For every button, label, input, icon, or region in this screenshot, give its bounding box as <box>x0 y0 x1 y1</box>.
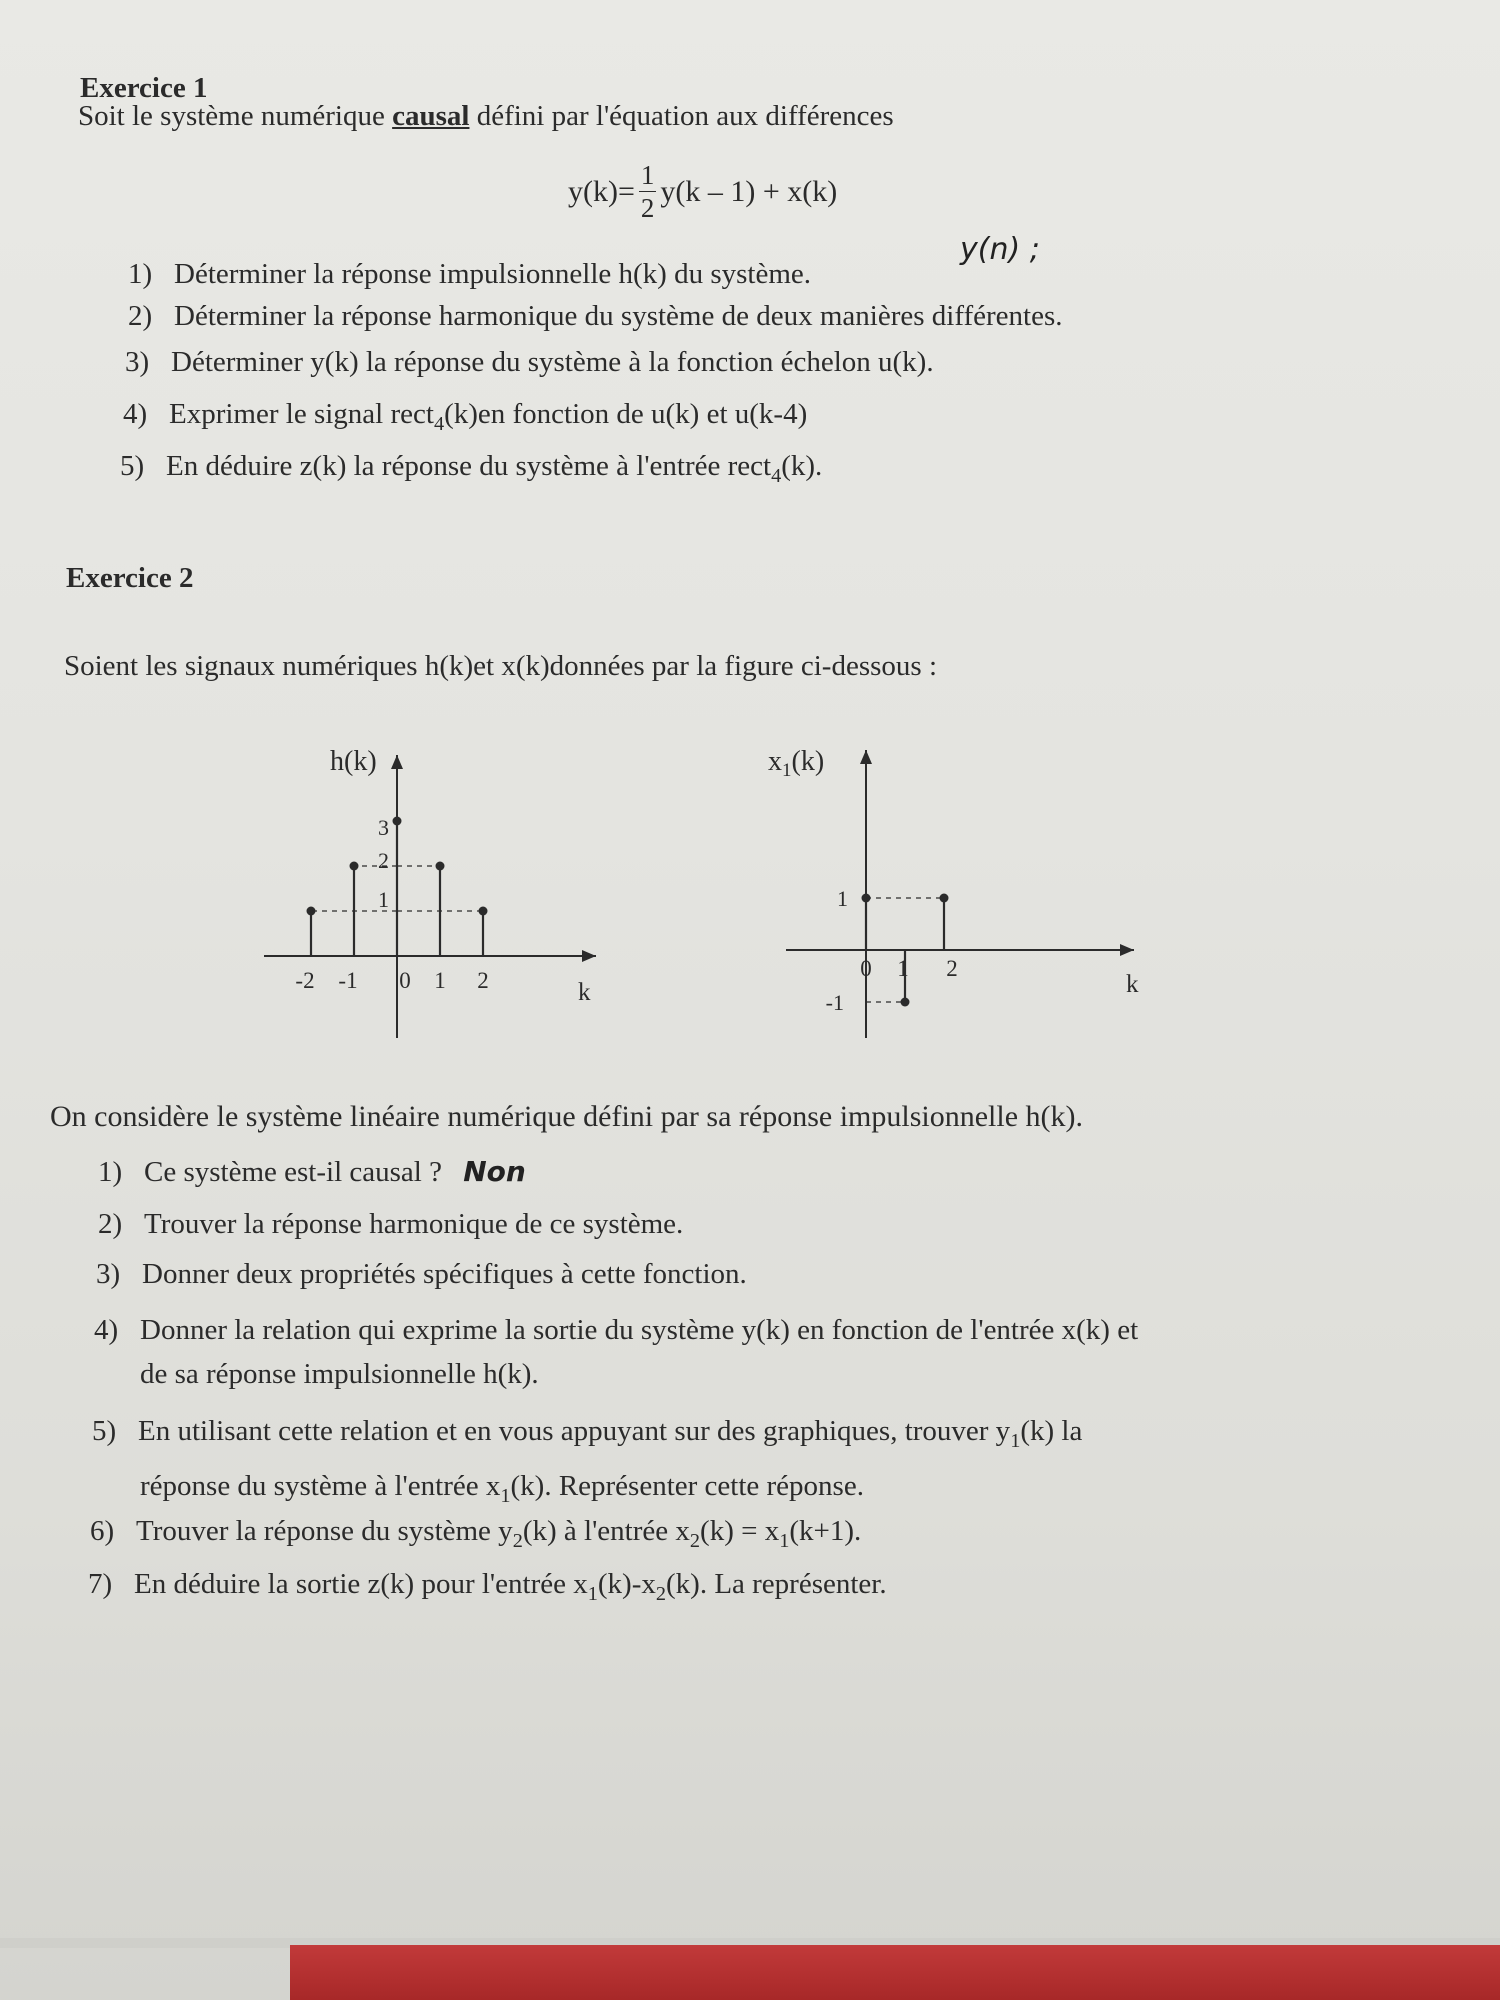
x-tick-label: 0 <box>860 956 872 981</box>
ex2-item-6-text-d: (k+1). <box>789 1515 862 1547</box>
x-axis-label: k <box>1126 971 1139 998</box>
ex2-item-1-num: 1) <box>98 1156 123 1188</box>
ex2-item-4-text: Donner la relation qui exprime la sortie du système y(k) en fonction de l'entrée x(k) et <box>140 1314 1139 1346</box>
hk-marks <box>264 746 596 1038</box>
y-axis-arrow <box>391 755 403 769</box>
ex2-item-2 <box>98 1208 683 1241</box>
x-tick-label: 1 <box>434 968 446 993</box>
ex1-item-5-text-b: (k). <box>781 450 823 482</box>
ex1-intro-causal: causal <box>392 100 470 132</box>
formula-rhs: y(k – 1) + x(k) <box>660 175 838 208</box>
y-axis-label-sub: 1 <box>782 760 792 781</box>
ex2-item-7-text-b: (k)-x <box>597 1568 656 1600</box>
ex2-statement: On considère le système linéaire numérique défini par sa réponse impulsionnelle h(k). <box>50 1100 1084 1133</box>
ex2-intro: Soient les signaux numériques h(k)et x(k)données par la figure ci-dessous : <box>64 650 938 682</box>
ex2-item-6-num: 6) <box>90 1515 115 1547</box>
ex2-item-4 <box>94 1314 1138 1347</box>
ex2-item-7-text-a: En déduire la sortie z(k) pour l'entrée x <box>134 1568 588 1600</box>
x-axis-label: k <box>578 979 591 1006</box>
x-tick-label: -2 <box>295 968 315 993</box>
ex1-item-3 <box>125 346 934 379</box>
ex2-item-6-sub1: 2 <box>512 1529 523 1552</box>
ex2-title: Exercice 2 <box>66 562 194 594</box>
ex2-item-5-cont <box>140 1470 864 1508</box>
ex1-item-5-num: 5) <box>120 450 145 482</box>
formula-fraction <box>639 162 657 222</box>
handwritten-answer: Non <box>463 1155 526 1188</box>
ex2-item-7-num: 7) <box>88 1568 113 1600</box>
ex2-item-3 <box>96 1258 747 1291</box>
stem-point <box>393 817 402 826</box>
x-tick-label: 0 <box>399 968 411 993</box>
ex1-item-4-sub: 4 <box>433 412 445 435</box>
ex1-item-3-num: 3) <box>125 346 150 378</box>
ex1-item-4-num: 4) <box>123 398 148 430</box>
x1-marks <box>768 746 1139 1038</box>
ex2-item-5-cont-sub: 1 <box>500 1484 511 1507</box>
y-axis-label-main: x <box>768 746 782 777</box>
ex1-title: Exercice 1 <box>80 72 208 104</box>
y-tick-label: 3 <box>378 815 389 840</box>
ex2-item-7 <box>88 1568 887 1606</box>
ex1-item-5 <box>120 450 822 488</box>
x-tick-label: 2 <box>477 968 489 993</box>
fraction-numerator: 1 <box>640 160 655 190</box>
ex1-intro-before: Soit le système numérique <box>78 100 393 132</box>
ex2-item-6 <box>90 1515 861 1553</box>
ex2-item-5-text-a: En utilisant cette relation et en vous appuyant sur des graphiques, trouver y <box>138 1415 1011 1447</box>
ex1-item-4-text-b: (k)en fonction de u(k) et u(k-4) <box>444 398 808 430</box>
ex2-item-7-sub2: 2 <box>655 1582 666 1605</box>
ex2-item-2-num: 2) <box>98 1208 123 1240</box>
chart-hk <box>260 740 610 1050</box>
ex2-item-6-text-c: (k) = x <box>700 1515 780 1547</box>
ex1-item-5-sub: 4 <box>771 464 782 487</box>
ex2-item-1 <box>98 1155 526 1189</box>
ex1-item-1 <box>128 258 811 291</box>
ex2-item-7-sub1: 1 <box>587 1582 598 1605</box>
ex1-item-2 <box>128 300 1062 333</box>
chart-x1k <box>760 740 1160 1050</box>
x-tick-label: -1 <box>338 968 358 993</box>
ex1-item-1-num: 1) <box>128 258 153 290</box>
x-tick-label: 1 <box>897 956 909 981</box>
red-background-object <box>290 1945 1500 2000</box>
ex2-item-5-cont-a: réponse du système à l'entrée x <box>140 1470 501 1502</box>
ex2-item-5-sub: 1 <box>1010 1429 1021 1452</box>
ex2-item-5-text-b: (k) la <box>1020 1415 1083 1447</box>
y-axis-label: h(k) <box>330 746 377 777</box>
ex1-item-5-text-a: En déduire z(k) la réponse du système à l'entrée rect <box>166 450 772 482</box>
x-tick-label: 2 <box>946 956 958 981</box>
ex1-item-2-num: 2) <box>128 300 153 332</box>
ex2-item-1-text: Ce système est-il causal ? <box>144 1156 442 1188</box>
ex1-item-4-text-a: Exprimer le signal rect <box>169 398 434 430</box>
x-axis-arrow <box>1120 944 1134 956</box>
ex1-item-2-text: Déterminer la réponse harmonique du système de deux manières différentes. <box>174 300 1063 332</box>
ex2-item-3-text: Donner deux propriétés spécifiques à cette fonction. <box>142 1258 747 1290</box>
ex2-item-4-cont: de sa réponse impulsionnelle h(k). <box>140 1358 539 1390</box>
ex2-item-6-text-b: (k) à l'entrée x <box>522 1515 690 1547</box>
fraction-denominator: 2 <box>640 193 655 223</box>
ex2-item-7-text-c: (k). La représenter. <box>666 1568 887 1600</box>
ex1-item-1-text: Déterminer la réponse impulsionnelle h(k) du système. <box>174 258 812 290</box>
ex2-item-4-num: 4) <box>94 1314 119 1346</box>
y-tick-label: 1 <box>837 886 848 911</box>
y-tick-label: -1 <box>825 990 844 1015</box>
difference-equation <box>568 162 837 222</box>
formula-lhs: y(k)= <box>568 175 635 208</box>
y-tick-label: 1 <box>378 887 389 912</box>
ex2-item-3-num: 3) <box>96 1258 121 1290</box>
ex1-item-3-text: Déterminer y(k) la réponse du système à la fonction échelon u(k). <box>171 346 934 378</box>
ex2-item-5-cont-b: (k). Représenter cette réponse. <box>510 1470 864 1502</box>
ex2-item-2-text: Trouver la réponse harmonique de ce système. <box>144 1208 684 1240</box>
ex2-item-6-sub3: 1 <box>779 1529 790 1552</box>
ex2-item-6-sub2: 2 <box>689 1529 701 1552</box>
y-axis-arrow <box>860 750 872 764</box>
ex2-item-6-text-a: Trouver la réponse du système y <box>136 1515 513 1547</box>
ex1-intro <box>78 100 894 133</box>
ex2-item-5 <box>92 1415 1082 1453</box>
y-axis-label <box>768 746 824 781</box>
ex1-item-4 <box>123 398 807 436</box>
y-axis-label-tail: (k) <box>791 746 825 777</box>
y-tick-label: 2 <box>378 848 389 873</box>
ex2-item-5-num: 5) <box>92 1415 117 1447</box>
ex1-intro-after: défini par l'équation aux différences <box>469 100 894 132</box>
x-axis-arrow <box>582 950 596 962</box>
handwritten-note: y(n) ; <box>960 232 1040 267</box>
